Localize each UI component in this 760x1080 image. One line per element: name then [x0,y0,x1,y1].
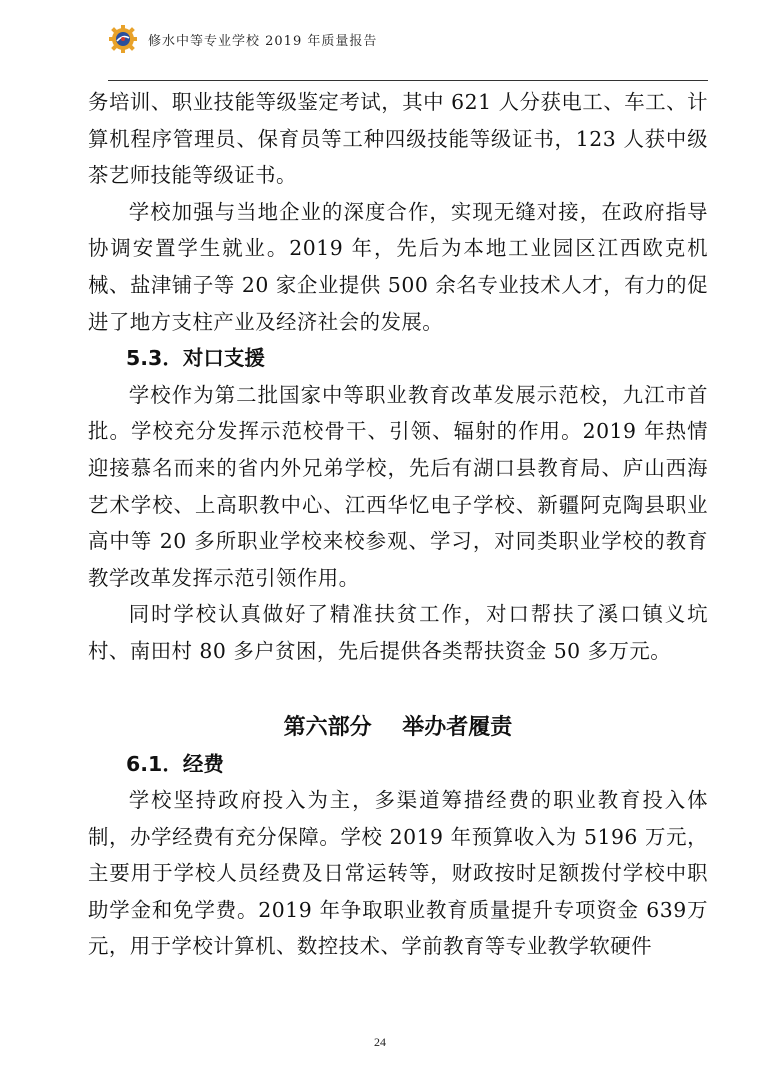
page-number: 24 [374,1035,386,1049]
document-body [88,84,708,965]
section-heading-6-1: 6.1．经费 [126,751,224,776]
paragraph-poverty-alleviation: 同时学校认真做好了精准扶贫工作，对口帮扶了溪口镇义坑村、南田村 80 多户贫困，先后提供各类帮扶资金 50 多万元。 [88,602,708,663]
school-gear-logo-icon [108,24,138,54]
paragraph-funding: 学校坚持政府投入为主，多渠道筹措经费的职业教育投入体制，办学经费有充分保障。学校 2019 年预算收入为 5196 万元，主要用于学校人员经费及日常运转等，财政按时足额拨付学校中职助学金和免学费。2019 年争取职业教育质量提升专项资金 639万元，用于学校计算机、数控技术、学前教育等专业教学软硬件 [88,788,708,959]
paragraph-enterprise-cooperation: 学校加强与当地企业的深度合作，实现无缝对接，在政府指导协调安置学生就业。2019 年，先后为本地工业园区江西欧克机械、盐津铺子等 20 家企业提供 500 余名专业技术人才，有力的促进了地方支柱产业及经济社会的发展。 [88,199,708,334]
header-divider [108,80,708,81]
part-six-title: 第六部分 举办者履责 [283,714,513,740]
section-heading-5-3: 5.3．对口支援 [126,346,265,371]
spacer [88,670,708,710]
page-header [108,24,708,58]
paragraph-demonstration-school: 学校作为第二批国家中等职业教育改革发展示范校，九江市首批。学校充分发挥示范校骨干、引领、辐射的作用。2019 年热情迎接慕名而来的省内外兄弟学校，先后有湖口县教育局、庐山西海艺术学校、上高职教中心、江西华忆电子学校、新疆阿克陶县职业高中等 20 多所职业学校来校参观、学习，对同类职业学校的教育教学改革发挥示范引领作用。 [88,382,708,590]
paragraph-training: 务培训、职业技能等级鉴定考试，其中 621 人分获电工、车工、计算机程序管理员、保育员等工种四级技能等级证书，123 人获中级茶艺师技能等级证书。 [88,90,708,188]
header-title: 修水中等专业学校 2019 年质量报告 [148,34,378,49]
